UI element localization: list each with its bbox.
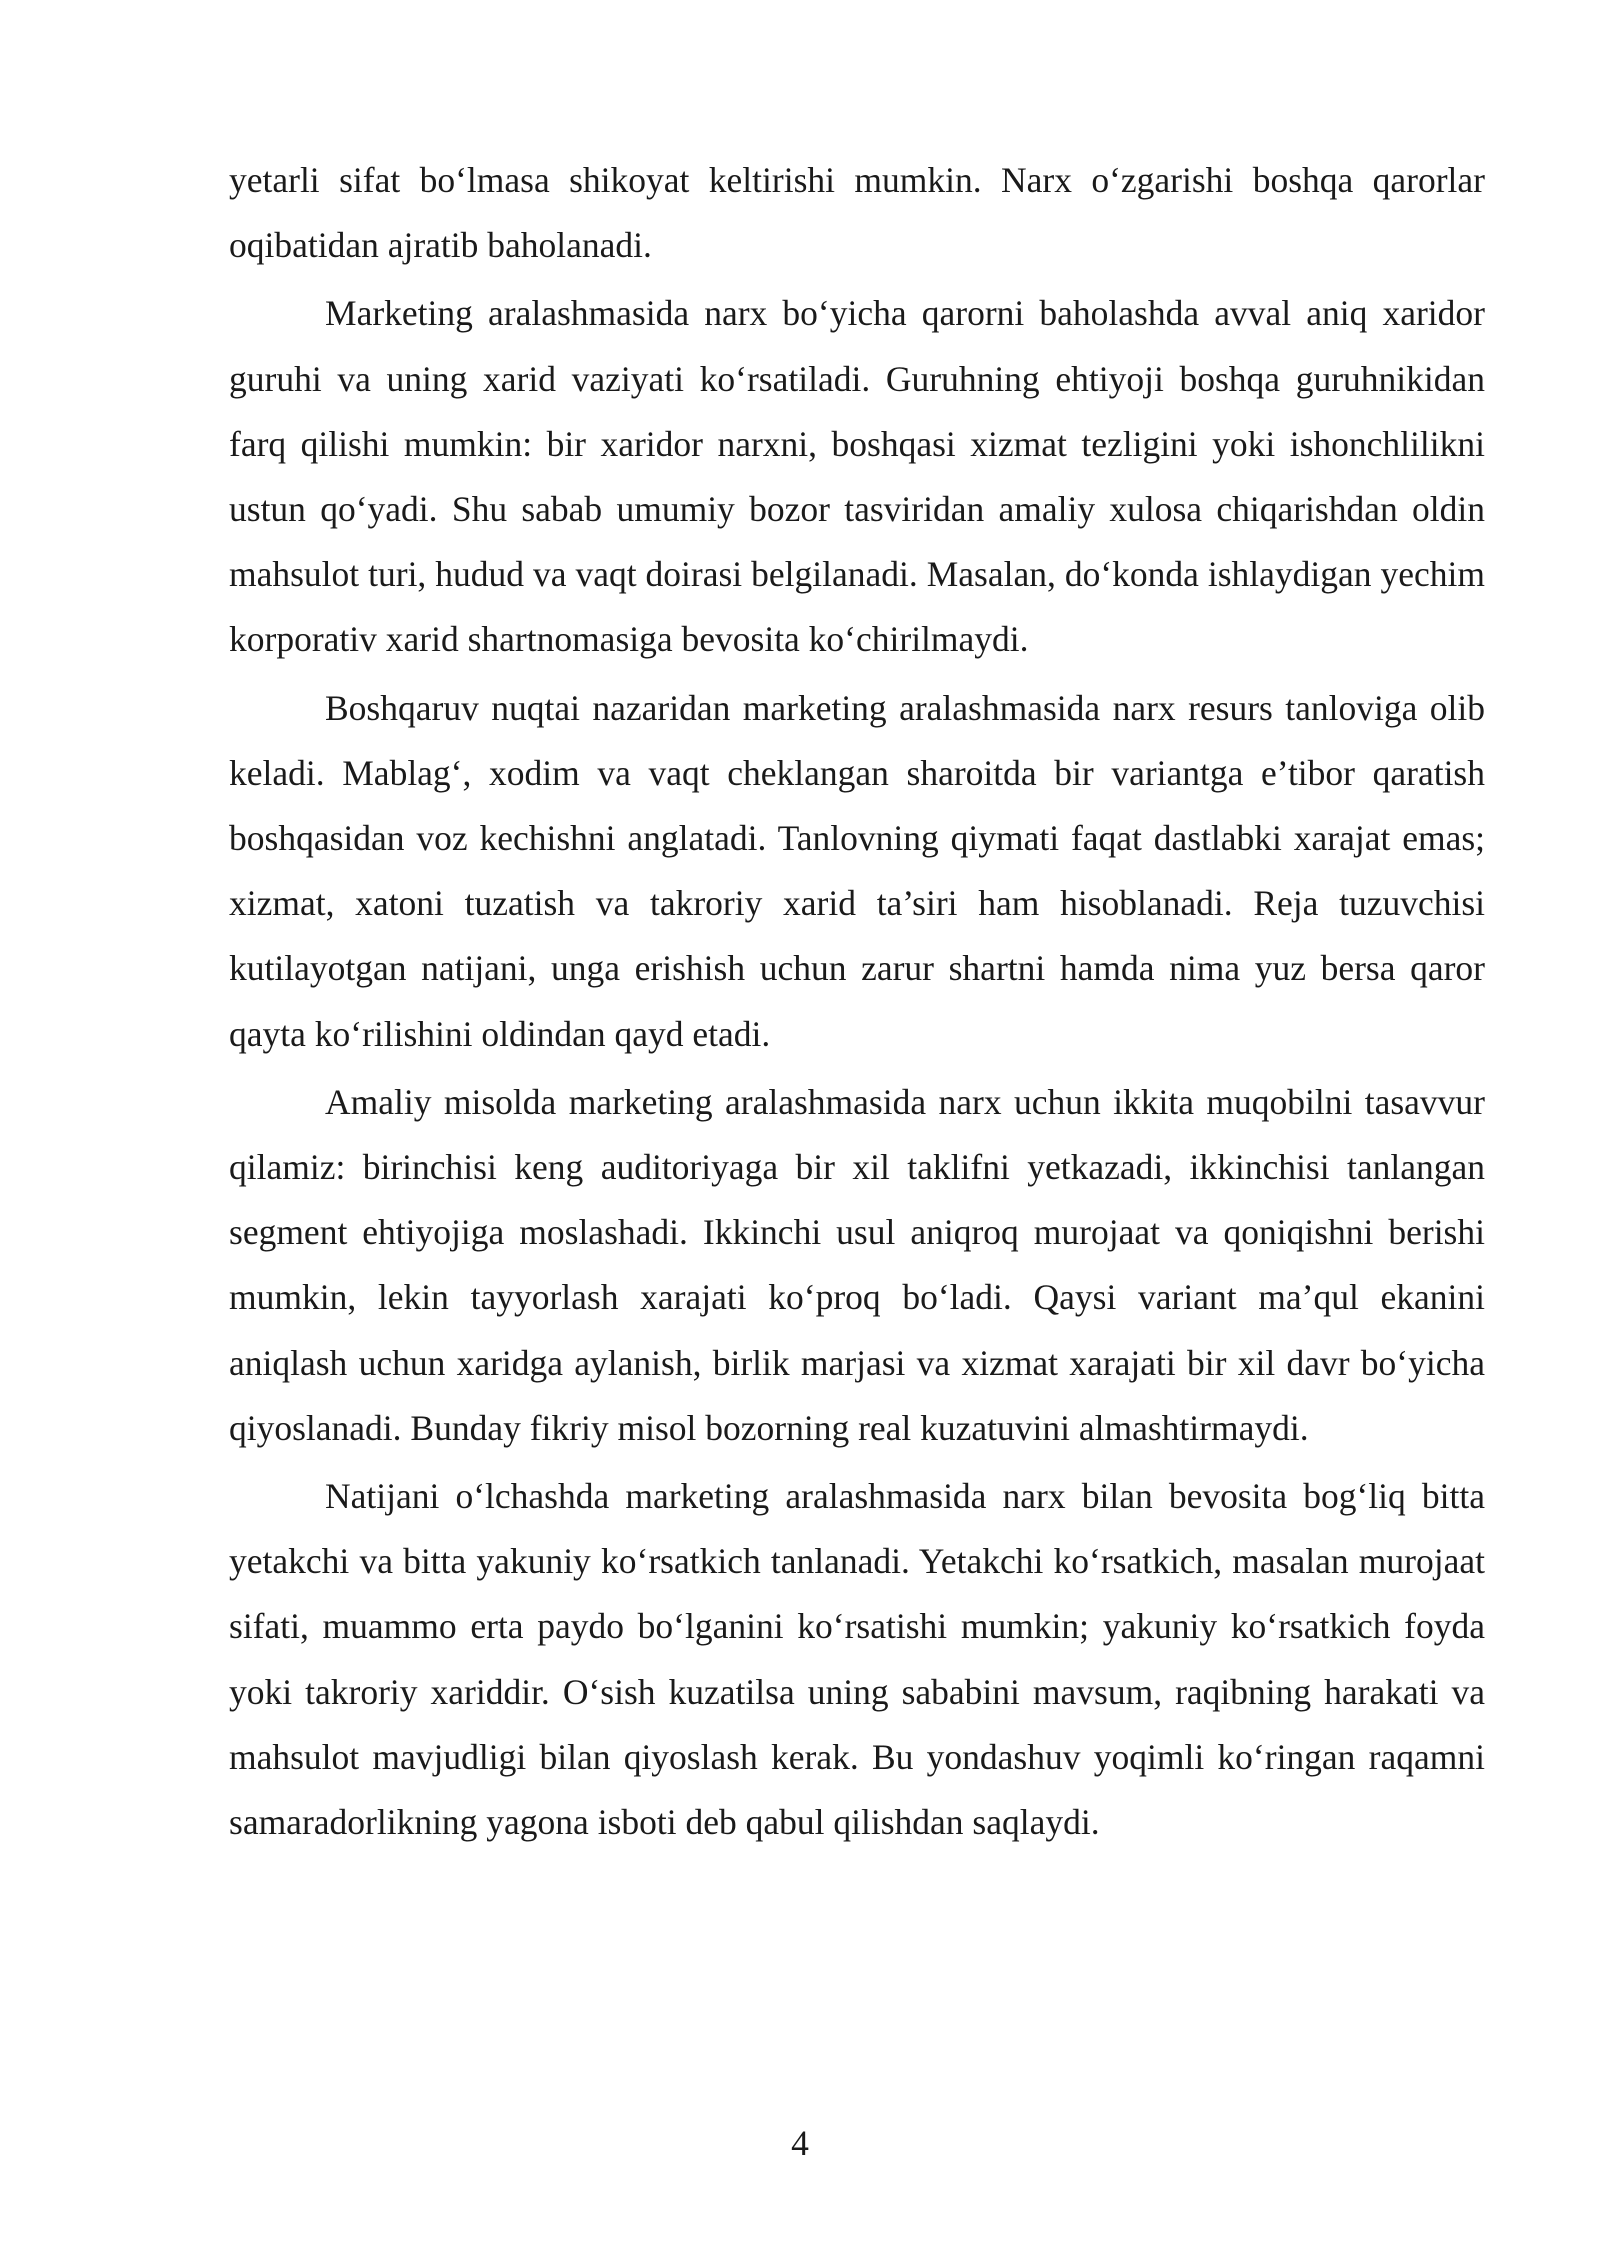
paragraph: Amaliy misolda marketing aralashmasida narx uchun ikkita muqobilni tasavvur qilamiz: birinchisi keng auditoriyaga bir xil taklifni yetkazadi, ikkinchisi tanlangan segment ehtiyojiga moslashadi. Ikkinchi usul aniqroq murojaat va qoniqishni berishi mumkin, lekin tayyorlash xarajati ko‘proq bo‘ladi. Qaysi variant ma’qul ekanini aniqlash uchun xaridga aylanish, birlik marjasi va xizmat xarajati bir xil davr bo‘yicha qiyoslanadi. Bunday fikriy misol bozorning real kuzatuvini almashtirmaydi. <box>229 1081 1485 1448</box>
paragraph: Boshqaruv nuqtai nazaridan marketing aralashmasida narx resurs tanloviga olib keladi. Mablag‘, xodim va vaqt cheklangan sharoitda bir variantga e’tibor qaratish boshqasidan voz kechishni anglatadi. Tanlovning qiymati faqat dastlabki xarajat emas; xizmat, xatoni tuzatish va takroriy xarid ta’siri ham hisoblanadi. Reja tuzuvchisi kutilayotgan natijani, unga erishish uchun zarur shartni hamda nima yuz bersa qaror qayta ko‘rilishini oldindan qayd etadi. <box>229 687 1485 1054</box>
paragraph-continuation: yetarli sifat bo‘lmasa shikoyat keltirishi mumkin. Narx o‘zgarishi boshqa qarorlar oqibatidan ajratib baholanadi. <box>229 160 1485 266</box>
body-text <box>229 148 1485 1858</box>
paragraph: Marketing aralashmasida narx bo‘yicha qarorni baholashda avval aniq xaridor guruhi va uning xarid vaziyati ko‘rsatiladi. Guruhning ehtiyoji boshqa guruhnikidan farq qilishi mumkin: bir xaridor narxni, boshqasi xizmat tezligini yoki ishonchlilikni ustun qo‘yadi. Shu sabab umumiy bozor tasviridan amaliy xulosa chiqarishdan oldin mahsulot turi, hudud va vaqt doirasi belgilanadi. Masalan, do‘konda ishlaydigan yechim korporativ xarid shartnomasiga bevosita ko‘chirilmaydi. <box>229 293 1485 660</box>
paragraph: Natijani o‘lchashda marketing aralashmasida narx bilan bevosita bog‘liq bitta yetakchi va bitta yakuniy ko‘rsatkich tanlanadi. Yetakchi ko‘rsatkich, masalan murojaat sifati, muammo erta paydo bo‘lganini ko‘rsatishi mumkin; yakuniy ko‘rsatkich foyda yoki takroriy xariddir. O‘sish kuzatilsa uning sababini mavsum, raqibning harakati va mahsulot mavjudligi bilan qiyoslash kerak. Bu yondashuv yoqimli ko‘ringan raqamni samaradorlikning yagona isboti deb qabul qilishdan saqlaydi. <box>229 1476 1485 1843</box>
page-number: 4 <box>791 2123 809 2163</box>
